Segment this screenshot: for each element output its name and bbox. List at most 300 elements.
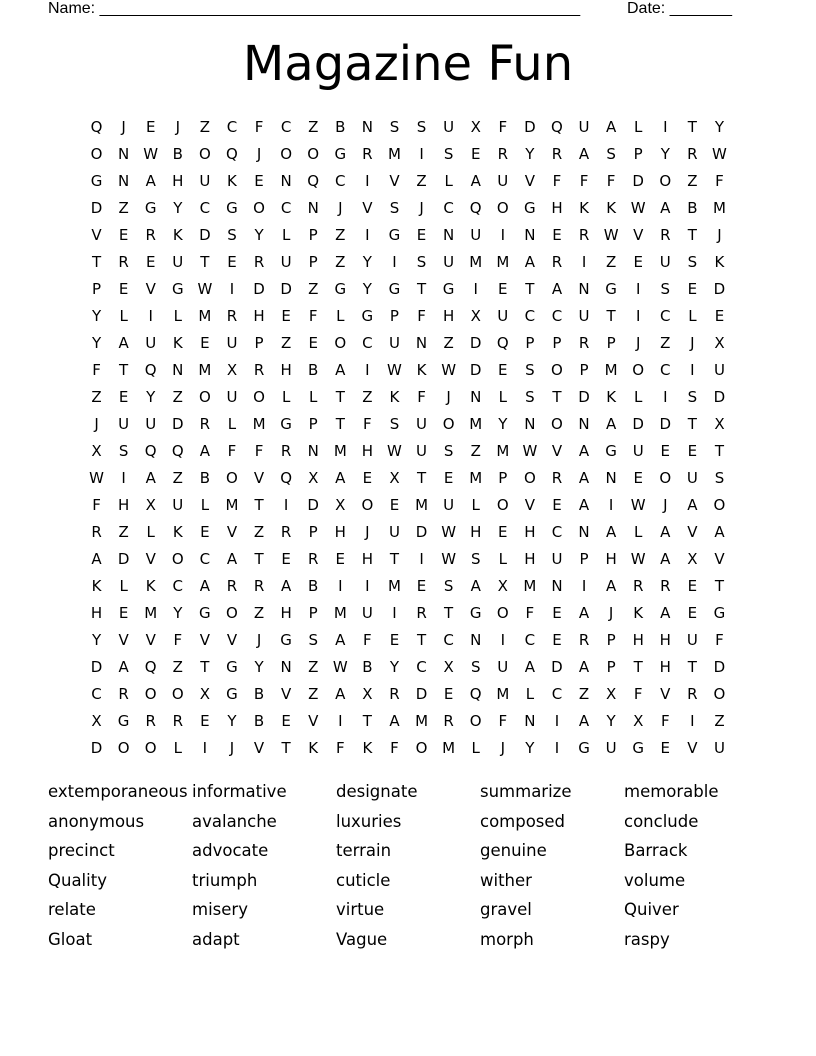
grid-letter: W [630, 549, 646, 568]
grid-letter: X [714, 333, 725, 352]
word-bank-item: advocate [192, 841, 269, 861]
word-bank-item: extemporaneous [48, 782, 188, 801]
grid-letter: E [200, 333, 210, 352]
grid-letter: P [606, 630, 616, 649]
grid-letter: Y [660, 144, 670, 163]
grid-letter: A [578, 495, 590, 514]
grid-letter: L [227, 414, 237, 433]
grid-letter: T [552, 387, 562, 406]
grid-letter: P [254, 333, 264, 352]
grid-letter: A [605, 576, 617, 595]
grid-letter: G [171, 279, 184, 298]
grid-letter: B [199, 468, 211, 487]
grid-letter: S [389, 198, 400, 217]
grid-letter: I [663, 387, 668, 406]
grid-letter: N [415, 333, 428, 352]
grid-letter: F [363, 414, 372, 433]
grid-letter: I [338, 711, 343, 730]
grid-letter: L [173, 306, 182, 325]
word-bank-item: morph [480, 929, 534, 949]
grid-letter: W [441, 522, 457, 541]
grid-letter: S [443, 441, 454, 460]
grid-letter: C [335, 171, 346, 190]
grid-letter: M [252, 414, 266, 433]
grid-letter: Y [254, 657, 264, 676]
grid-letter: O [198, 387, 211, 406]
grid-letter: D [199, 225, 211, 244]
grid-letter: Q [496, 333, 509, 352]
grid-letter: D [280, 279, 292, 298]
grid-letter: U [226, 333, 238, 352]
grid-letter: F [390, 738, 399, 757]
grid-letter: F [254, 117, 264, 136]
grid-letter: T [362, 711, 372, 730]
grid-letter: N [280, 657, 292, 676]
grid-letter: O [253, 387, 265, 406]
grid-letter: U [578, 306, 590, 325]
grid-letter: G [117, 711, 130, 730]
grid-letter: F [715, 630, 724, 649]
grid-letter: M [333, 441, 347, 460]
grid-letter: T [200, 252, 210, 271]
grid-letter: Z [308, 684, 319, 703]
grid-letter: K [633, 603, 644, 622]
grid-letter: G [226, 684, 238, 703]
grid-letter: Q [144, 360, 157, 379]
grid-letter: T [389, 549, 400, 568]
grid-letter: U [199, 171, 211, 190]
grid-letter: O [198, 144, 211, 163]
grid-letter: R [443, 711, 454, 730]
grid-letter: Y [362, 279, 372, 298]
grid-letter: R [145, 711, 156, 730]
grid-letter: J [256, 630, 262, 649]
grid-letter: R [253, 252, 265, 271]
grid-letter: U [632, 441, 644, 460]
grid-letter: Z [253, 603, 265, 622]
word-bank-item: designate [336, 782, 418, 801]
grid-letter: S [660, 279, 671, 298]
grid-letter: D [415, 684, 428, 703]
grid-letter: L [471, 738, 480, 757]
grid-letter: B [308, 576, 319, 595]
grid-letter: I [663, 117, 668, 136]
grid-letter: N [307, 441, 319, 460]
grid-letter: I [554, 711, 560, 730]
grid-letter: J [365, 522, 370, 541]
grid-letter: Z [118, 198, 129, 217]
grid-letter: B [253, 711, 265, 730]
grid-letter: J [419, 198, 424, 217]
grid-letter: K [172, 522, 183, 541]
grid-letter: U [470, 225, 482, 244]
grid-letter: I [365, 576, 370, 595]
grid-letter: G [280, 630, 292, 649]
grid-letter: A [91, 549, 102, 568]
grid-letter: Y [389, 657, 400, 676]
grid-letter: W [89, 468, 104, 487]
grid-letter: L [119, 306, 128, 325]
grid-letter: X [633, 711, 644, 730]
grid-letter: F [254, 441, 264, 460]
grid-letter: V [524, 171, 535, 190]
grid-letter: M [604, 360, 618, 379]
grid-letter: M [442, 738, 456, 757]
grid-letter: V [91, 225, 102, 244]
grid-letter: R [687, 144, 698, 163]
grid-letter: U [443, 117, 455, 136]
grid-letter: C [443, 630, 454, 649]
grid-letter: B [362, 657, 373, 676]
grid-letter: H [659, 657, 671, 676]
grid-letter: Z [362, 387, 373, 406]
grid-letter: R [632, 576, 644, 595]
grid-letter: I [635, 306, 641, 325]
grid-letter: Z [335, 225, 346, 244]
word-bank-item: luxuries [336, 811, 402, 831]
grid-letter: F [633, 684, 643, 703]
word-bank-item: memorable [624, 782, 719, 801]
grid-letter: E [362, 468, 373, 487]
grid-letter: E [118, 225, 129, 244]
grid-letter: F [660, 711, 670, 730]
grid-letter: I [581, 252, 587, 271]
grid-letter: N [307, 198, 319, 217]
grid-letter: K [172, 333, 183, 352]
grid-letter: U [172, 252, 184, 271]
grid-letter: S [714, 468, 725, 487]
grid-letter: N [470, 387, 482, 406]
grid-letter: U [578, 117, 590, 136]
grid-letter: B [335, 117, 346, 136]
grid-letter: R [253, 576, 265, 595]
letter-grid [83, 113, 733, 761]
grid-letter: T [687, 414, 697, 433]
grid-letter: T [687, 225, 697, 244]
grid-letter: S [525, 360, 535, 379]
word-bank-item: volume [624, 870, 686, 890]
grid-letter: N [578, 522, 590, 541]
grid-letter: L [119, 576, 128, 595]
grid-letter: T [687, 117, 697, 136]
grid-letter: U [145, 333, 157, 352]
grid-letter: Q [144, 441, 157, 460]
grid-letter: E [145, 117, 156, 136]
grid-letter: Z [308, 117, 319, 136]
grid-letter: G [334, 279, 347, 298]
grid-letter: R [578, 333, 590, 352]
grid-letter: G [361, 306, 374, 325]
grid-letter: M [387, 144, 401, 163]
grid-letter: L [444, 171, 453, 190]
grid-letter: C [226, 117, 238, 136]
grid-letter: G [226, 198, 238, 217]
grid-letter: R [660, 225, 671, 244]
grid-letter: N [118, 171, 130, 190]
grid-letter: N [361, 117, 373, 136]
grid-letter: D [713, 657, 726, 676]
grid-letter: Q [144, 657, 157, 676]
grid-letter: I [554, 738, 560, 757]
grid-letter: V [280, 684, 292, 703]
grid-letter: S [687, 252, 698, 271]
grid-letter: P [308, 603, 318, 622]
grid-letter: I [473, 279, 478, 298]
word-bank-item: precinct [48, 841, 115, 861]
grid-letter: E [145, 252, 156, 271]
grid-letter: J [446, 387, 451, 406]
grid-letter: J [717, 225, 722, 244]
grid-letter: N [172, 360, 184, 379]
grid-letter: Y [362, 252, 372, 271]
grid-letter: X [335, 495, 346, 514]
word-bank-item: informative [192, 782, 287, 801]
grid-letter: E [687, 279, 698, 298]
grid-letter: N [578, 414, 590, 433]
grid-letter: P [579, 360, 589, 379]
grid-letter: R [172, 711, 183, 730]
grid-letter: K [308, 738, 319, 757]
grid-letter: A [280, 576, 292, 595]
grid-letter: Q [226, 144, 238, 163]
grid-letter: Z [578, 684, 590, 703]
grid-letter: R [389, 684, 400, 703]
grid-letter: C [551, 684, 563, 703]
grid-letter: G [199, 603, 211, 622]
grid-letter: A [578, 441, 590, 460]
grid-letter: D [551, 657, 563, 676]
word-bank-item: Barrack [624, 841, 688, 861]
grid-letter: W [143, 144, 159, 163]
grid-letter: T [281, 738, 291, 757]
grid-letter: M [144, 603, 158, 622]
grid-letter: A [470, 171, 481, 190]
grid-letter: Z [118, 522, 129, 541]
grid-letter: M [523, 576, 537, 595]
grid-letter: K [145, 576, 156, 595]
grid-letter: H [632, 630, 644, 649]
grid-letter: C [172, 576, 184, 595]
grid-letter: P [579, 549, 589, 568]
grid-letter: Z [308, 279, 319, 298]
grid-letter: Z [91, 387, 102, 406]
grid-letter: T [416, 630, 427, 649]
grid-letter: Q [551, 117, 563, 136]
grid-letter: P [308, 414, 318, 433]
grid-letter: C [551, 306, 563, 325]
grid-letter: T [91, 252, 102, 271]
grid-letter: Z [416, 171, 427, 190]
grid-letter: P [308, 252, 318, 271]
grid-letter: U [605, 738, 617, 757]
grid-letter: H [117, 495, 130, 514]
grid-letter: H [659, 630, 671, 649]
grid-letter: F [335, 738, 345, 757]
grid-letter: Z [687, 171, 698, 190]
grid-letter: U [497, 657, 509, 676]
grid-letter: C [280, 117, 292, 136]
grid-letter: X [470, 117, 481, 136]
grid-letter: Y [525, 144, 535, 163]
grid-letter: O [659, 468, 672, 487]
grid-letter: T [335, 387, 345, 406]
grid-letter: I [338, 576, 343, 595]
grid-letter: D [713, 279, 726, 298]
grid-letter: Q [90, 117, 103, 136]
grid-letter: E [200, 522, 210, 541]
grid-letter: W [441, 360, 457, 379]
grid-letter: I [365, 171, 370, 190]
grid-letter: T [687, 657, 697, 676]
grid-letter: C [199, 198, 211, 217]
grid-letter: D [632, 414, 644, 433]
grid-letter: B [308, 360, 319, 379]
grid-letter: T [714, 576, 725, 595]
grid-letter: A [118, 657, 129, 676]
grid-letter: X [443, 657, 454, 676]
grid-letter: P [498, 468, 508, 487]
grid-letter: Q [469, 684, 482, 703]
grid-letter: S [443, 576, 454, 595]
grid-letter: B [253, 684, 265, 703]
grid-letter: U [416, 414, 428, 433]
grid-letter: R [551, 468, 563, 487]
grid-letter: A [335, 360, 346, 379]
grid-letter: N [524, 225, 536, 244]
word-bank-item: triumph [192, 870, 258, 890]
grid-letter: A [578, 468, 590, 487]
grid-letter: W [522, 441, 538, 460]
grid-letter: M [496, 684, 510, 703]
grid-letter: R [687, 684, 698, 703]
grid-letter: T [119, 360, 129, 379]
grid-letter: J [635, 333, 641, 352]
grid-letter: O [496, 198, 509, 217]
grid-letter: A [335, 630, 346, 649]
grid-letter: H [361, 549, 373, 568]
grid-letter: O [551, 414, 563, 433]
grid-letter: Y [91, 630, 102, 649]
grid-letter: E [498, 360, 508, 379]
word-bank [48, 778, 768, 956]
grid-letter: Y [498, 414, 508, 433]
grid-letter: D [415, 522, 428, 541]
grid-letter: B [687, 198, 698, 217]
grid-letter: E [633, 252, 643, 271]
grid-letter: V [253, 468, 265, 487]
grid-letter: M [496, 252, 510, 271]
grid-letter: V [687, 738, 698, 757]
grid-letter: U [713, 360, 725, 379]
grid-letter: V [308, 711, 319, 730]
grid-letter: A [605, 117, 617, 136]
grid-letter: A [145, 171, 156, 190]
grid-letter: U [686, 468, 698, 487]
word-bank-item: raspy [624, 929, 670, 949]
grid-letter: O [659, 171, 672, 190]
grid-letter: O [523, 468, 536, 487]
grid-letter: V [145, 279, 156, 298]
grid-letter: D [307, 495, 319, 514]
grid-letter: I [690, 711, 695, 730]
grid-letter: I [690, 360, 695, 379]
grid-letter: E [687, 441, 698, 460]
grid-letter: E [552, 603, 562, 622]
grid-letter: V [362, 198, 373, 217]
grid-letter: Q [307, 171, 320, 190]
grid-letter: A [578, 144, 590, 163]
grid-letter: Y [91, 333, 102, 352]
grid-letter: T [200, 657, 210, 676]
word-bank-item: Quality [48, 870, 107, 890]
grid-letter: G [469, 603, 482, 622]
grid-letter: L [498, 549, 507, 568]
grid-letter: R [551, 144, 563, 163]
grid-letter: U [713, 738, 725, 757]
word-bank-item: conclude [624, 811, 699, 831]
grid-letter: Z [660, 333, 671, 352]
grid-letter: J [121, 117, 126, 136]
grid-letter: K [172, 225, 183, 244]
grid-letter: M [469, 252, 483, 271]
grid-letter: O [713, 684, 726, 703]
grid-letter: P [525, 333, 535, 352]
grid-letter: E [498, 279, 508, 298]
grid-letter: A [145, 468, 156, 487]
grid-letter: N [443, 225, 455, 244]
grid-letter: W [197, 279, 213, 298]
grid-letter: A [470, 576, 481, 595]
grid-letter: L [634, 387, 643, 406]
grid-letter: V [226, 630, 238, 649]
grid-letter: D [469, 360, 482, 379]
grid-letter: Z [335, 252, 346, 271]
grid-letter: R [118, 252, 129, 271]
grid-letter: O [117, 738, 130, 757]
grid-letter: U [497, 171, 509, 190]
grid-letter: C [660, 360, 671, 379]
grid-letter: S [443, 144, 454, 163]
grid-letter: L [688, 306, 697, 325]
grid-letter: R [145, 225, 156, 244]
grid-letter: C [660, 306, 671, 325]
grid-letter: L [281, 387, 291, 406]
grid-letter: Y [714, 117, 725, 136]
grid-letter: V [226, 522, 238, 541]
word-bank-item: gravel [480, 900, 532, 920]
word-bank-item: Quiver [624, 900, 679, 920]
grid-letter: F [498, 711, 508, 730]
grid-letter: V [687, 522, 698, 541]
grid-letter: H [551, 198, 563, 217]
grid-letter: I [202, 738, 208, 757]
grid-letter: O [280, 144, 293, 163]
grid-letter: I [500, 630, 505, 649]
grid-letter: L [146, 522, 155, 541]
grid-letter: E [416, 576, 427, 595]
grid-letter: M [712, 198, 726, 217]
grid-letter: J [663, 495, 668, 514]
grid-letter: O [496, 495, 509, 514]
grid-letter: T [416, 468, 427, 487]
grid-letter: D [713, 387, 726, 406]
grid-letter: G [524, 198, 536, 217]
grid-letter: H [334, 522, 346, 541]
grid-letter: N [524, 414, 536, 433]
grid-letter: Q [171, 441, 184, 460]
grid-letter: F [579, 171, 589, 190]
grid-letter: F [173, 630, 183, 649]
